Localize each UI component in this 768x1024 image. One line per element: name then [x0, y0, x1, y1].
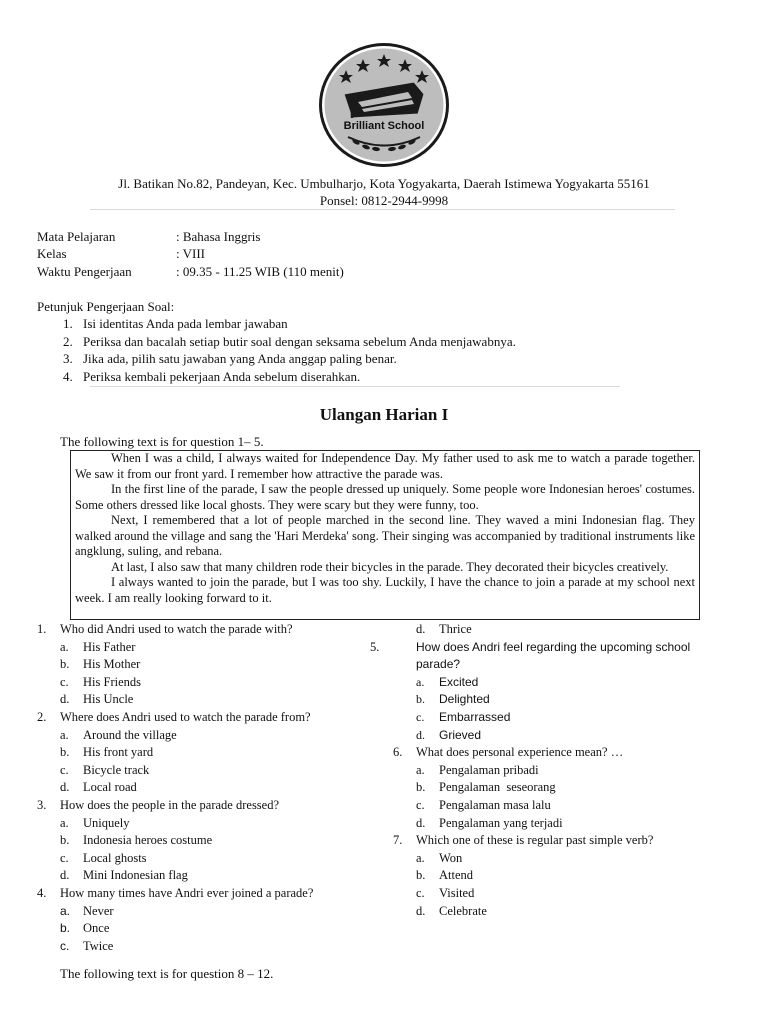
question-text: How does Andri feel regarding the upcoming school parade? — [416, 639, 691, 672]
option-letter: a. — [60, 903, 71, 918]
question-text: What does personal experience mean? … — [416, 745, 624, 760]
option-text: His Uncle — [83, 692, 134, 707]
time-row — [37, 263, 344, 280]
answer-option[interactable] — [37, 815, 377, 833]
instruction-text: Isi identitas Anda pada lembar jawaban — [83, 316, 288, 331]
instruction-number: 3. — [63, 351, 73, 367]
question-text: Who did Andri used to watch the parade with? — [60, 622, 293, 636]
option-text: Pengalaman masa lalu — [439, 797, 551, 812]
option-text: Local road — [83, 780, 137, 795]
header-divider — [90, 209, 675, 210]
subject-label: Mata Pelajaran — [37, 229, 116, 244]
option-text: Never — [83, 903, 114, 918]
question-number: 3. — [37, 797, 47, 812]
option-text: His Friends — [83, 674, 141, 689]
option-letter: a. — [60, 727, 69, 742]
answer-option[interactable] — [393, 621, 733, 639]
option-letter: d. — [60, 868, 70, 883]
answer-option[interactable] — [393, 903, 733, 921]
answer-option[interactable] — [37, 938, 377, 956]
instruction-item — [37, 350, 637, 368]
question-number: 1. — [37, 622, 47, 636]
time-label: Waktu Pengerjaan — [37, 264, 132, 279]
answer-option[interactable] — [37, 779, 377, 797]
instructions-title: Petunjuk Pengerjaan Soal: — [37, 299, 175, 314]
option-text: Indonesia heroes costume — [83, 833, 213, 848]
question-number: 4. — [37, 885, 47, 900]
answer-option[interactable] — [37, 727, 377, 745]
question — [370, 639, 733, 674]
option-text: Uniquely — [83, 815, 130, 830]
option-text: Mini Indonesian flag — [83, 868, 188, 883]
passage-paragraph: Next, I remembered that a lot of people marched in the second line. They waved a mini Indonesian flag. They walked around the village and sang the 'Hari Merdeka' song. Their singing was accompanied by traditional instruments like angklung, suling, and rebana. — [75, 513, 695, 558]
answer-option[interactable] — [393, 885, 733, 903]
option-letter: b. — [60, 921, 71, 936]
option-letter: d. — [416, 622, 426, 636]
class-row — [37, 245, 205, 262]
option-letter: b. — [416, 780, 426, 795]
option-letter: b. — [416, 692, 425, 707]
option-text: Visited — [439, 885, 475, 900]
brilliant-school-logo — [318, 42, 450, 168]
question — [37, 621, 377, 639]
answer-option[interactable] — [393, 867, 733, 885]
answer-option[interactable] — [393, 691, 733, 709]
class-label: Kelas — [37, 246, 67, 261]
answer-option[interactable] — [37, 867, 377, 885]
option-letter: c. — [416, 797, 425, 812]
instruction-item — [37, 315, 637, 333]
question-text: How many times have Andri ever joined a parade? — [60, 885, 314, 900]
option-text: Embarrassed — [439, 709, 511, 724]
option-text: Around the village — [83, 727, 177, 742]
question-text: How does the people in the parade dressed? — [60, 797, 280, 812]
question-number: 5. — [370, 639, 380, 654]
answer-option[interactable] — [37, 832, 377, 850]
option-letter: d. — [60, 780, 70, 795]
option-text: Grieved — [439, 727, 482, 742]
subject-value: : Bahasa Inggris — [176, 229, 261, 244]
instructions-list — [37, 315, 637, 385]
option-letter: c. — [60, 850, 69, 865]
question — [37, 797, 377, 815]
option-text: Pengalaman pribadi — [439, 762, 539, 777]
question-number: 6. — [393, 745, 403, 760]
option-letter: d. — [416, 727, 425, 742]
exam-title: Ulangan Harian I — [319, 405, 449, 424]
question-number: 2. — [37, 709, 47, 724]
option-text: His Father — [83, 639, 136, 654]
answer-option[interactable] — [393, 674, 733, 692]
answer-option[interactable] — [37, 744, 377, 762]
answer-option[interactable] — [393, 797, 733, 815]
option-letter: a. — [60, 815, 69, 830]
option-letter: a. — [416, 850, 425, 865]
option-text: Delighted — [439, 692, 490, 707]
option-text: Celebrate — [439, 903, 487, 918]
option-text: Attend — [439, 868, 474, 883]
answer-option[interactable] — [37, 903, 377, 921]
passage-intro-2: The following text is for question 8 – 12. — [60, 966, 274, 981]
answer-option[interactable] — [37, 762, 377, 780]
instruction-item — [37, 368, 637, 386]
option-letter: a. — [416, 762, 425, 777]
option-letter: b. — [60, 657, 70, 672]
option-letter: d. — [60, 692, 70, 707]
answer-option[interactable] — [37, 920, 377, 938]
passage-paragraph: I always wanted to join the parade, but I was too shy. Luckily, I have the chance to join a parade at my school next week. I am really looking forward to it. — [75, 575, 695, 605]
answer-option[interactable] — [393, 709, 733, 727]
logo-text: Brilliant School — [343, 120, 425, 132]
class-value: : VIII — [176, 246, 206, 261]
passage-intro: The following text is for question 1– 5. — [60, 434, 264, 449]
instructions-divider — [90, 386, 620, 387]
option-letter: c. — [416, 709, 425, 724]
question — [37, 885, 377, 903]
option-text: Pengalaman yang terjadi — [439, 815, 563, 830]
answer-option[interactable] — [393, 850, 733, 868]
answer-option[interactable] — [37, 850, 377, 868]
instruction-text: Periksa dan bacalah setiap butir soal dengan seksama sebelum Anda menjawabnya. — [83, 333, 516, 349]
question — [37, 709, 377, 727]
answer-option[interactable] — [393, 762, 733, 780]
answer-option[interactable] — [393, 727, 733, 745]
option-text: Excited — [439, 674, 479, 689]
passage-paragraph: At last, I also saw that many children rode their bicycles in the parade. They decorated their bicycles creatively. — [111, 559, 669, 574]
question-text: Which one of these is regular past simple verb? — [416, 833, 654, 848]
option-text: Won — [439, 850, 463, 865]
answer-option[interactable] — [37, 656, 377, 674]
answer-option[interactable] — [393, 779, 733, 797]
answer-option[interactable] — [37, 639, 377, 657]
instruction-text: Jika ada, pilih satu jawaban yang Anda anggap paling benar. — [83, 351, 397, 367]
option-text: His front yard — [83, 745, 154, 760]
passage-paragraph: When I was a child, I always waited for Independence Day. My father used to ask me to watch a parade together. We saw it from our front yard. I remember how attractive the parade was. — [75, 451, 695, 481]
question-text: Where does Andri used to watch the parade from? — [60, 709, 311, 724]
option-letter: b. — [60, 833, 70, 848]
instruction-number: 4. — [63, 368, 73, 384]
option-letter: c. — [416, 885, 425, 900]
option-text: Bicycle track — [83, 762, 150, 777]
question — [393, 744, 733, 762]
answer-option[interactable] — [37, 691, 377, 709]
option-letter: a. — [416, 674, 425, 689]
option-letter: c. — [60, 674, 69, 689]
answer-option[interactable] — [37, 674, 377, 692]
instruction-text: Periksa kembali pekerjaan Anda sebelum diserahkan. — [83, 368, 361, 384]
instruction-item — [37, 333, 637, 351]
option-letter: c. — [60, 938, 70, 953]
school-address: Jl. Batikan No.82, Pandeyan, Kec. Umbulharjo, Kota Yogyakarta, Daerah Istimewa Yogyakarta 55161 — [118, 176, 650, 191]
option-letter: b. — [416, 868, 426, 883]
option-letter: a. — [60, 639, 69, 654]
subject-row — [37, 228, 260, 245]
question — [393, 832, 733, 850]
option-text: His Mother — [83, 657, 141, 672]
option-text: Once — [83, 921, 110, 936]
questions-left-column — [37, 621, 377, 955]
option-text: Pengalaman seseorang — [439, 780, 556, 795]
answer-option[interactable] — [393, 815, 733, 833]
instruction-number: 2. — [63, 333, 73, 349]
question-number: 7. — [393, 833, 403, 848]
option-letter: c. — [60, 762, 69, 777]
instruction-number: 1. — [63, 316, 73, 331]
time-value: : 09.35 - 11.25 WIB (110 menit) — [176, 264, 344, 279]
option-letter: d. — [416, 815, 426, 830]
school-phone: Ponsel: 0812-2944-9998 — [319, 193, 449, 208]
option-text: Twice — [83, 938, 114, 953]
option-text: Local ghosts — [83, 850, 147, 865]
questions-right-column — [370, 621, 733, 920]
passage-paragraph: In the first line of the parade, I saw the people dressed up uniquely. Some people wore Indonesian heroes' costumes. Some others dressed like local ghosts. They were scary but they were funny, too. — [75, 482, 695, 512]
option-text: Thrice — [439, 622, 472, 636]
reading-passage — [70, 450, 700, 620]
option-letter: d. — [416, 903, 426, 918]
option-letter: b. — [60, 745, 70, 760]
